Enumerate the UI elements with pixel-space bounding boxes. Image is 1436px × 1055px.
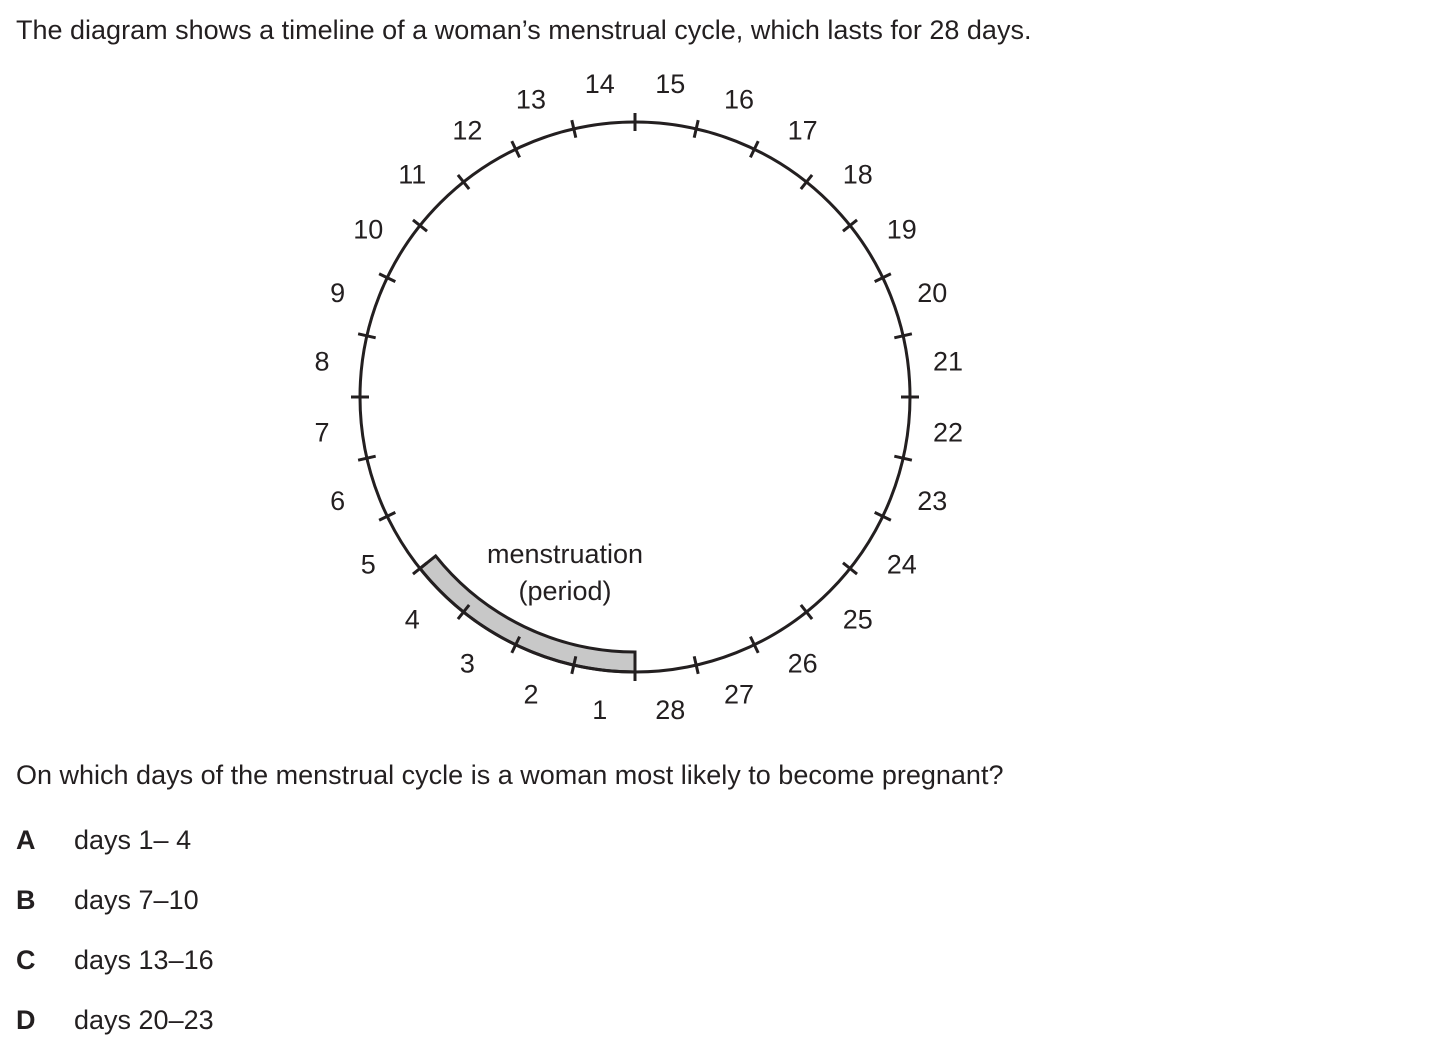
day-label-19: 19	[886, 214, 917, 245]
day-label-7: 7	[314, 417, 330, 448]
day-tick	[694, 656, 698, 674]
option-letter: C	[16, 945, 36, 975]
day-label-15: 15	[655, 68, 686, 99]
day-label-10: 10	[353, 214, 384, 245]
option-letter: D	[16, 1005, 36, 1035]
option-letter: A	[16, 825, 36, 855]
option-a[interactable]	[16, 822, 191, 858]
day-label-12: 12	[452, 115, 483, 146]
option-text: days 1– 4	[74, 825, 192, 855]
day-label-9: 9	[330, 277, 346, 308]
day-label-11: 11	[398, 159, 427, 190]
day-label-2: 2	[523, 679, 539, 710]
option-text: days 7–10	[74, 885, 199, 915]
day-label-16: 16	[724, 84, 755, 115]
day-label-25: 25	[842, 604, 873, 635]
option-text: days 13–16	[74, 945, 214, 975]
day-label-26: 26	[787, 648, 818, 679]
option-text: days 20–23	[74, 1005, 214, 1035]
day-label-28: 28	[655, 695, 686, 726]
day-label-17: 17	[787, 115, 818, 146]
day-labels	[314, 69, 963, 725]
question-text: On which days of the menstrual cycle is a woman most likely to become pregnant?	[16, 760, 1004, 790]
day-label-21: 21	[932, 346, 964, 377]
day-label-5: 5	[360, 549, 376, 580]
day-label-13: 13	[515, 84, 546, 115]
day-label-8: 8	[314, 346, 330, 377]
day-label-18: 18	[842, 159, 873, 190]
day-label-6: 6	[330, 486, 346, 517]
day-tick	[894, 456, 912, 460]
period-label: (period)	[518, 576, 612, 606]
day-label-1: 1	[592, 695, 608, 726]
day-label-23: 23	[917, 486, 948, 517]
day-label-14: 14	[584, 68, 615, 99]
day-label-3: 3	[459, 648, 475, 679]
day-tick	[358, 334, 376, 338]
option-d[interactable]	[16, 1002, 214, 1038]
day-tick	[358, 456, 376, 460]
day-label-20: 20	[917, 277, 948, 308]
day-tick	[894, 334, 912, 338]
option-letter: B	[16, 885, 36, 915]
option-c[interactable]	[16, 942, 214, 978]
day-ticks	[351, 113, 919, 681]
day-label-4: 4	[404, 604, 420, 635]
day-label-24: 24	[886, 549, 917, 580]
option-b[interactable]	[16, 882, 199, 918]
day-tick	[572, 120, 576, 138]
day-tick	[694, 120, 698, 138]
menstruation-band	[420, 556, 635, 672]
menstruation-label: menstruation	[486, 539, 644, 569]
day-label-27: 27	[724, 679, 755, 710]
day-label-22: 22	[932, 417, 964, 448]
intro-text: The diagram shows a timeline of a woman’s menstrual cycle, which lasts for 28 days.	[16, 15, 1032, 45]
